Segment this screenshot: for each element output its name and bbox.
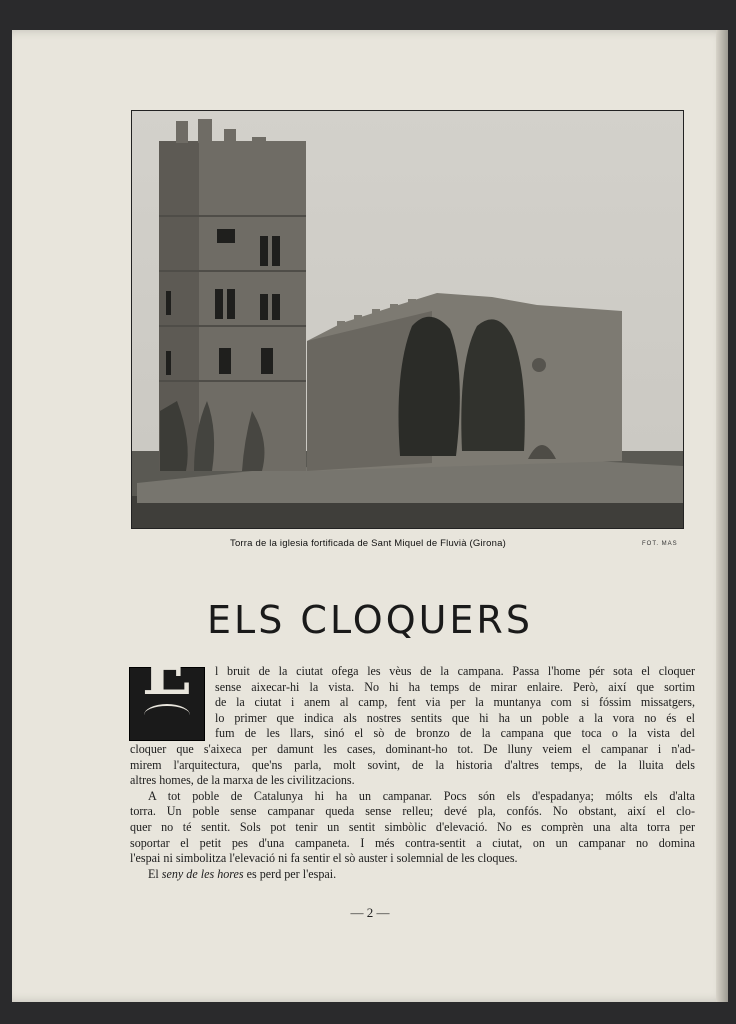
article-title: ELS CLOQUERS [207, 598, 533, 642]
decorated-initial [129, 632, 205, 741]
text-line: soportar el petit pes d'una campaneta. I més contra-sentit a ciutat, on un campanar no domina [130, 835, 695, 850]
photo-caption: Torra de la iglesia fortificada de Sant Miquel de Fluvià (Girona) [230, 538, 506, 549]
text-line: de la ciutat i anem al camp, fent via per la muntanya com si fóssim missatgers, [215, 695, 695, 710]
book-page [12, 30, 728, 1002]
initial-ornament-icon [144, 704, 190, 726]
text-line: cloquer que s'aixeca per damunt les cases, dominant-ho tot. De lluny veiem el campanar i n'ad- [130, 741, 695, 756]
text-line: A tot poble de Catalunya hi ha un campanar. Pocs són els d'espadanya; mólts els d'alta [148, 788, 695, 803]
text-span: es perd per l'espai. [243, 866, 337, 881]
text-line [130, 867, 695, 883]
page-number: — 2 — [350, 905, 390, 920]
text-line: fum de les llars, sinó el sò de bronzo de la campana que toca o la vista del [215, 726, 695, 741]
page-spine [716, 30, 728, 1002]
text-line: mirem l'arquitectura, que'ns parla, molt sovint, de la historia d'altres temps, de la lluita dels [130, 757, 695, 772]
text-line: lo primer que indica als nostres sentits que hi ha un poble a la vora no és el [215, 710, 695, 725]
text-span: El [148, 866, 162, 881]
church-tower-photo [131, 110, 684, 529]
initial-letter: E [141, 632, 193, 710]
text-line: quer no té sentit. Sols pot tenir un sentit simbòlic d'elevació. No es comprèn una alta torra per [130, 819, 695, 834]
article-body [130, 632, 695, 882]
text-line: l bruit de la ciutat ofega les vèus de la campana. Passa l'home pér sota el cloquer [215, 664, 695, 678]
text-line: l'espai ni simbolitza l'elevació ni fa sentir el sò auster i solemnial de les cloques. [130, 851, 518, 866]
italic-phrase: seny de les hores [161, 866, 244, 881]
text-line: altres homes, de la marxa de les civilitzacions. [130, 773, 355, 788]
photo-credit: FOT. MAS [642, 541, 678, 547]
text-line: sense aixecar-hi la vista. No hi ha temps de mirar enlaire. Però, així que sortim [215, 679, 695, 694]
text-line: torra. Un poble sense campanar queda sense relleu; devé pla, confós. No obstant, així el clo- [130, 804, 695, 819]
